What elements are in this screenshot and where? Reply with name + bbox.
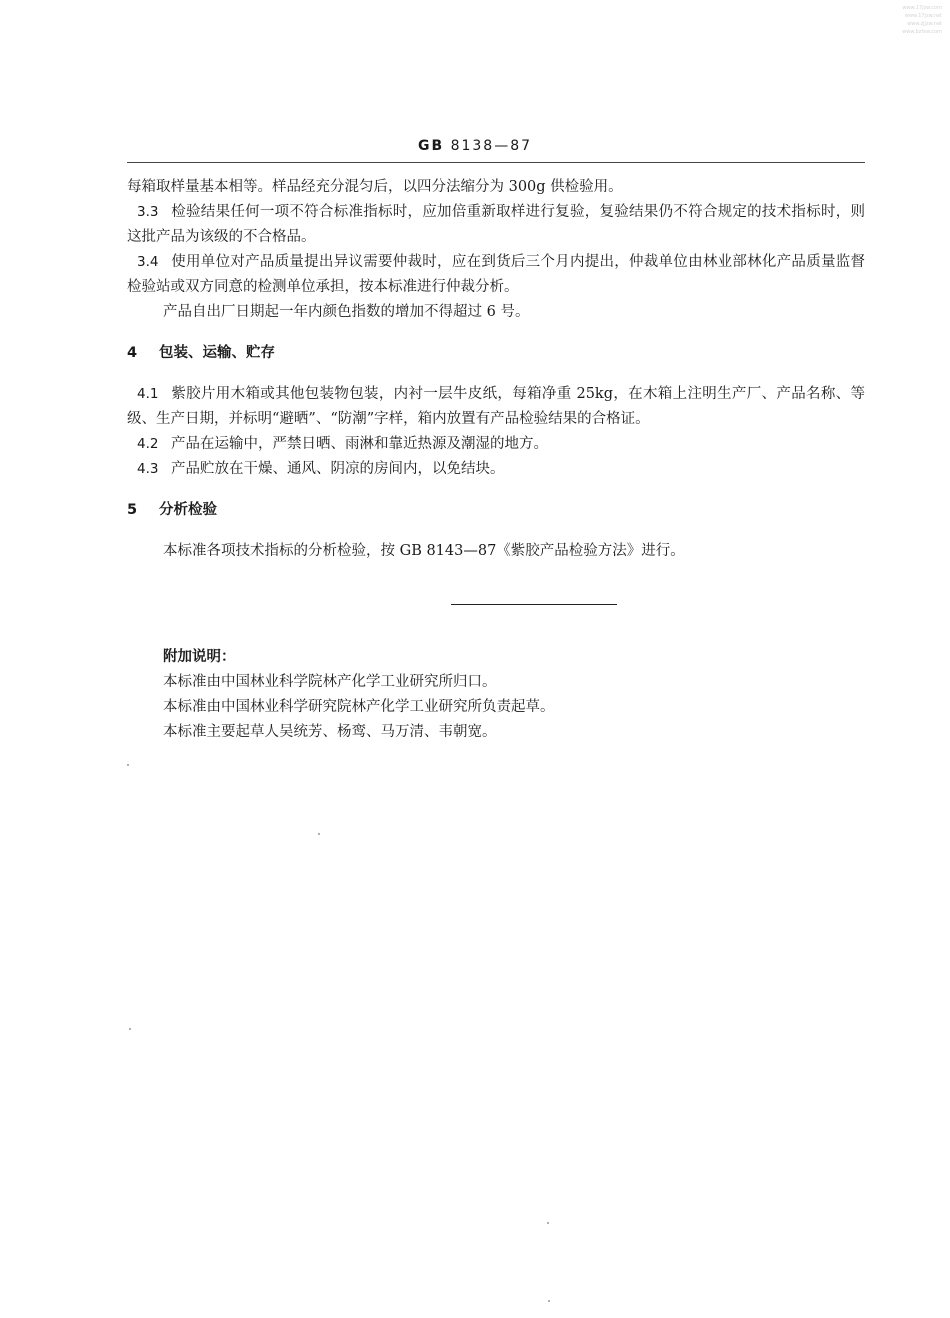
end-divider: [451, 604, 617, 605]
scan-speck: [129, 1028, 131, 1030]
continuation-paragraph: 每箱取样量基本相等。样品经充分混匀后，以四分法缩分为 300g 供检验用。: [127, 179, 623, 195]
clause-number: 4.1: [137, 386, 159, 402]
clause-number: 4.3: [137, 461, 159, 477]
scan-speck: [548, 1300, 550, 1302]
clause-text: 使用单位对产品质量提出异议需要仲裁时，应在到货后三个月内提出，仲裁单位由林业部林化产品质量监督检验站或双方同意的检测单位承担，按本标准进行仲裁分析。: [127, 254, 865, 295]
standard-code: GB: [417, 138, 445, 154]
watermark-line: www.17jzw.net: [904, 13, 942, 19]
clause-3-4: [127, 250, 865, 300]
clause-text: 产品贮放在干燥、通风、阴凉的房间内，以免结块。: [171, 461, 505, 477]
note-line: 本标准主要起草人吴统芳、杨鸾、马万清、韦朝宽。: [163, 724, 497, 740]
clause-4-2: [127, 432, 865, 457]
section-4-heading: [127, 341, 865, 366]
header-rule: [127, 162, 865, 163]
spacer: [127, 366, 865, 382]
spacer: [127, 523, 865, 539]
clause-3-3: [127, 200, 865, 250]
clause-number: 3.3: [137, 204, 159, 220]
watermark-line: www.bzfxw.com: [902, 29, 942, 35]
page-header: [0, 138, 950, 154]
section-number: 4: [127, 345, 138, 361]
watermark-line: www.zjjzw.net: [907, 21, 942, 27]
standard-number: 8138—87: [450, 138, 533, 154]
section-title: 分析检验: [159, 502, 217, 518]
section-5-heading: [127, 498, 865, 523]
notes-title: 附加说明：: [163, 649, 236, 665]
document-body: [127, 175, 865, 745]
section-title: 包装、运输、贮存: [159, 345, 275, 361]
section-number: 5: [127, 502, 138, 518]
clause-text: 产品在运输中，严禁日晒、雨淋和靠近热源及潮湿的地方。: [171, 436, 548, 452]
clause-text: 检验结果任何一项不符合标准指标时，应加倍重新取样进行复验，复验结果仍不符合规定的技术指标时，则这批产品为该级的不合格品。: [127, 204, 865, 245]
clause-4-1: [127, 382, 865, 432]
spacer: [127, 325, 865, 341]
note-line: 本标准由中国林业科学院林产化学工业研究所归口。: [163, 674, 497, 690]
watermark-line: www.17jzw.com: [902, 5, 942, 11]
scan-speck: [318, 833, 320, 835]
clause-4-3: [127, 457, 865, 482]
scan-speck: [127, 764, 129, 766]
spacer: [127, 482, 865, 498]
clause-3-note: 产品自出厂日期起一年内颜色指数的增加不得超过 6 号。: [163, 304, 530, 320]
clause-number: 3.4: [137, 254, 159, 270]
watermark-stamp: [882, 4, 942, 36]
clause-number: 4.2: [137, 436, 159, 452]
scan-speck: [547, 1222, 549, 1224]
clause-text: 紫胶片用木箱或其他包装物包装，内衬一层牛皮纸，每箱净重 25kg，在木箱上注明生产厂、产品名称、等级、生产日期，并标明“避晒”、“防潮”字样，箱内放置有产品检验结果的合格证。: [127, 386, 865, 427]
note-line: 本标准由中国林业科学研究院林产化学工业研究所负责起草。: [163, 699, 555, 715]
section-5-text: 本标准各项技术指标的分析检验，按 GB 8143—87《紫胶产品检验方法》进行。: [163, 543, 685, 559]
